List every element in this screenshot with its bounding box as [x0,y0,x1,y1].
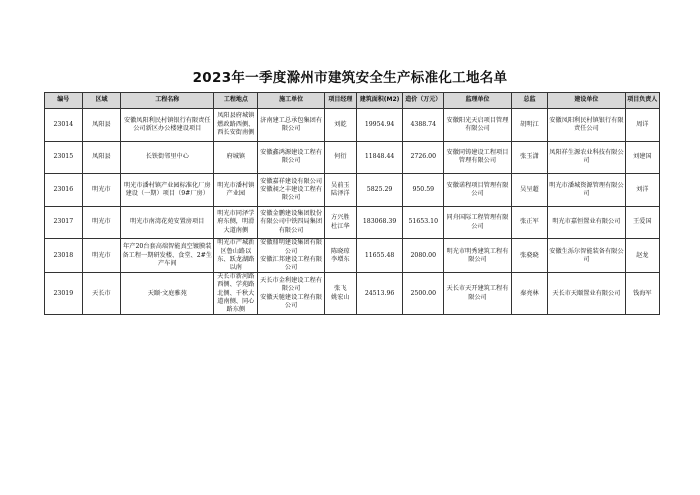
column-header: 建设单位 [548,93,625,109]
cell-supervisor: 安徽阳光天启项目管理有限公司 [444,109,511,142]
column-header: 项目经理 [324,93,356,109]
cell-id: 23015 [45,141,83,174]
cell-project-name: 长铁街邻里中心 [121,141,214,174]
cell-area: 19954.94 [356,109,402,142]
cell-id: 23019 [45,273,83,315]
cell-owner: 天长市天颐置业有限公司 [548,273,625,315]
page-title: 2023年一季度滁州市建筑安全生产标准化工地名单 [192,70,508,86]
cell-supervisor: 安徽同铸建设工程项目管理有限公司 [444,141,511,174]
cell-lead: 刘建国 [625,141,659,174]
cell-contractor: 安徽嘉祥建设有限公司 安徽昶之丰建设工程有限公司 [258,174,324,207]
cell-project-name: 明光市潘村镇产业园标准化厂房建设（一期）项目（9#厂房） [121,174,214,207]
column-header: 工程名称 [121,93,214,109]
column-header: 施工单位 [258,93,324,109]
table-row [45,109,660,142]
cell-lead: 王爱国 [625,206,659,239]
project-table [44,92,660,315]
cell-project-name: 明光市南湾花苑安置房项目 [121,206,214,239]
cell-area: 183068.39 [356,206,402,239]
cell-chief: 秦亮林 [511,273,548,315]
column-header: 编号 [45,93,83,109]
cell-lead: 周详 [625,109,659,142]
table-row [45,141,660,174]
cell-area: 24513.96 [356,273,402,315]
cell-region: 凤阳县 [82,141,121,174]
cell-project-name: 安徽凤阳利民村镇银行有限责任公司新区办公楼建设项目 [121,109,214,142]
cell-supervisor: 天长市天开建筑工程有限公司 [444,273,511,315]
cell-id: 23017 [45,206,83,239]
cell-chief: 张正军 [511,206,548,239]
cell-area: 11848.44 [356,141,402,174]
cell-contractor: 安徽金鹏建设集团股份有限公司中铁四局集团有限公司 [258,206,324,239]
cell-owner: 安徽凤阳利民村镇银行有限责任公司 [548,109,625,142]
cell-project-manager: 张飞 姚宏山 [324,273,356,315]
column-header: 总监 [511,93,548,109]
cell-owner: 明光市潘城资源管理有限公司 [548,174,625,207]
table-row [45,174,660,207]
table-row [45,206,660,239]
cell-chief: 张玉潇 [511,141,548,174]
cell-region: 明光市 [82,174,121,207]
column-header: 项目负责人 [625,93,659,109]
cell-region: 明光市 [82,239,121,273]
cell-contractor: 天长市金利建设工程有限公司 安徽天驰建设工程有限公司 [258,273,324,315]
cell-supervisor: 安徽诺程项目管理有限公司 [444,174,511,207]
cell-area: 5825.29 [356,174,402,207]
cell-lead: 刘洋 [625,174,659,207]
column-header: 建筑面积(M2) [356,93,402,109]
cell-lead: 钱海军 [625,273,659,315]
cell-supervisor: 同舟国际工程管理有限公司 [444,206,511,239]
cell-region: 凤阳县 [82,109,121,142]
cell-cost: 2080.00 [403,239,444,273]
cell-project-manager: 方兴胜 杜江华 [324,206,356,239]
cell-region: 明光市 [82,206,121,239]
cell-id: 23016 [45,174,83,207]
cell-site: 天长市新河路西侧、学苑路北侧、千秋大道南侧、同心路东侧 [214,273,258,315]
cell-contractor: 济南建工总承包集团有限公司 [258,109,324,142]
cell-site: 明光市产城新区鲁山路以东、跃龙湖路以南 [214,239,258,273]
cell-cost: 950.59 [403,174,444,207]
cell-chief: 吴呈超 [511,174,548,207]
cell-cost: 2500.00 [403,273,444,315]
cell-owner: 安徽生泺尔智能装备有限公司 [548,239,625,273]
cell-id: 23014 [45,109,83,142]
cell-region: 天长市 [82,273,121,315]
table-header-row [45,93,660,109]
cell-chief: 胡明江 [511,109,548,142]
cell-area: 11655.48 [356,239,402,273]
cell-project-manager: 陈晓琼 李增东 [324,239,356,273]
column-header: 工程地点 [214,93,258,109]
cell-project-name: 年产20台套高端智能真空镀膜装备工程一期研发楼、食堂、2#生产车间 [121,239,214,273]
cell-contractor: 安徽鼎明建设集团有限公司 安徽汇邦建设工程有限公司 [258,239,324,273]
cell-contractor: 安徽鑫鸿源建设工程有限公司 [258,141,324,174]
column-header: 监理单位 [444,93,511,109]
cell-site: 府城镇 [214,141,258,174]
cell-owner: 凤阳祥生源农业科技有限公司 [548,141,625,174]
column-header: 造价（万元） [403,93,444,109]
cell-project-manager: 刘乾 [324,109,356,142]
cell-cost: 2726.00 [403,141,444,174]
cell-supervisor: 明光市明秀建筑工程有限公司 [444,239,511,273]
cell-id: 23018 [45,239,83,273]
cell-site: 明光市潘村镇产业园 [214,174,258,207]
column-header: 区域 [82,93,121,109]
cell-chief: 张骁晓 [511,239,548,273]
cell-site: 凤阳县府城镇燃政路西侧、西长安街南侧 [214,109,258,142]
cell-project-manager: 吴前玉 陆泽洋 [324,174,356,207]
cell-cost: 51653.10 [403,206,444,239]
table-row [45,273,660,315]
cell-owner: 明光市嘉恒置业有限公司 [548,206,625,239]
cell-project-manager: 何衍 [324,141,356,174]
table-row [45,239,660,273]
cell-project-name: 天颐·文庭雅苑 [121,273,214,315]
cell-site: 明光市同泽学府东侧，明滑大道南侧 [214,206,258,239]
cell-lead: 赵龙 [625,239,659,273]
cell-cost: 4388.74 [403,109,444,142]
